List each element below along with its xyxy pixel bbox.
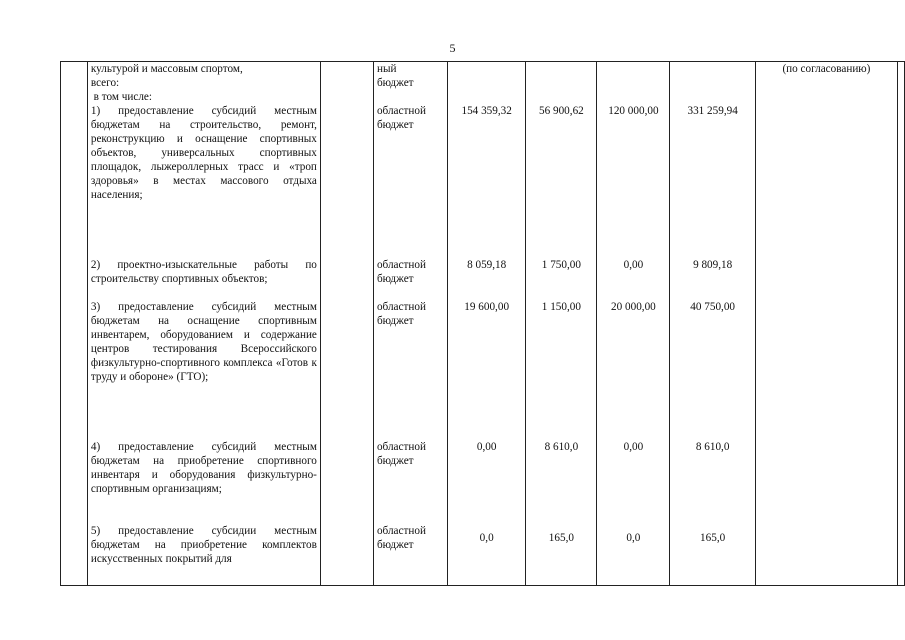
item-3-total: 40 750,00 (690, 301, 736, 313)
item-3-text: 3) предоставление субсидий местным бюджетам на оснащение спортивным инвентарем, оборудованием и содержание центров тестирования Всероссийского физкультурно-спортивного комплекса «Готов к труду и обороне» (ГТО); (90, 301, 317, 383)
intro-line-2: всего: (90, 77, 120, 89)
item-1-text: 1) предоставление субсидий местным бюджетам на строительство, ремонт, реконструкцию и оснащение спортивных объектов, универсальных спортивных площадок, лыжероллерных трасс и «троп здоровья» в местах массового отдыха населения; (90, 105, 317, 201)
source-2-l1: областной (376, 259, 426, 271)
item-5-value-2: 165,0 (548, 532, 574, 544)
item-3-value-3: 20 000,00 (611, 301, 656, 313)
source-5-l2: бюджет (376, 539, 414, 551)
item-2-total: 9 809,18 (693, 259, 733, 271)
note-cell (755, 62, 897, 586)
budget-table (60, 61, 905, 586)
year-2-cell (526, 62, 597, 586)
source-intro-l2: бюджет (376, 77, 414, 89)
source-3-l1: областной (376, 301, 426, 313)
note-text: (по согласованию) (782, 63, 871, 75)
item-4-total: 8 610,0 (695, 441, 730, 453)
item-2-value-3: 0,00 (623, 259, 644, 271)
source-2-l2: бюджет (376, 273, 414, 285)
item-5-total: 165,0 (700, 532, 726, 544)
item-2-text: 2) проектно-изыскательные работы по строительству спортивных объектов; (90, 259, 317, 285)
item-1-value-1: 154 359,32 (461, 105, 512, 117)
item-1-total: 331 259,94 (687, 105, 738, 117)
total-cell (670, 62, 756, 586)
source-1-l2: бюджет (376, 119, 414, 131)
item-2-value-1: 8 059,18 (467, 259, 507, 271)
item-3-value-2: 1 150,00 (541, 301, 581, 313)
intro-line-3: в том числе: (90, 91, 152, 103)
year-1-cell (448, 62, 526, 586)
executor-cell (320, 62, 373, 586)
row-number-cell (61, 62, 88, 586)
source-4-l2: бюджет (376, 455, 414, 467)
item-1-value-2: 56 900,62 (539, 105, 584, 117)
item-4-value-2: 8 610,0 (544, 441, 579, 453)
item-4-value-3: 0,00 (623, 441, 644, 453)
source-5-l1: областной (376, 525, 426, 537)
item-1-value-3: 120 000,00 (608, 105, 659, 117)
source-cell (373, 62, 447, 586)
item-5-value-1: 0,0 (479, 532, 494, 544)
intro-line-1: культурой и массовым спортом, (90, 63, 243, 75)
item-5-text: 5) предоставление субсидии местным бюджетам на приобретение комплектов искусственных покрытий для (90, 525, 317, 565)
source-intro-l1: ный (376, 63, 397, 75)
item-4-text: 4) предоставление субсидий местным бюджетам на приобретение спортивного инвентаря и оборудования физкультурно-спортивным организациям; (90, 441, 317, 495)
year-3-cell (597, 62, 670, 586)
source-4-l1: областной (376, 441, 426, 453)
item-5-value-3: 0,0 (626, 532, 641, 544)
page-number: 5 (449, 41, 456, 55)
table-row (61, 62, 905, 586)
item-2-value-2: 1 750,00 (541, 259, 581, 271)
trailing-cell (897, 62, 904, 586)
source-3-l2: бюджет (376, 315, 414, 327)
item-4-value-1: 0,00 (476, 441, 497, 453)
source-1-l1: областной (376, 105, 426, 117)
description-cell (87, 62, 320, 586)
item-3-value-1: 19 600,00 (464, 301, 510, 313)
